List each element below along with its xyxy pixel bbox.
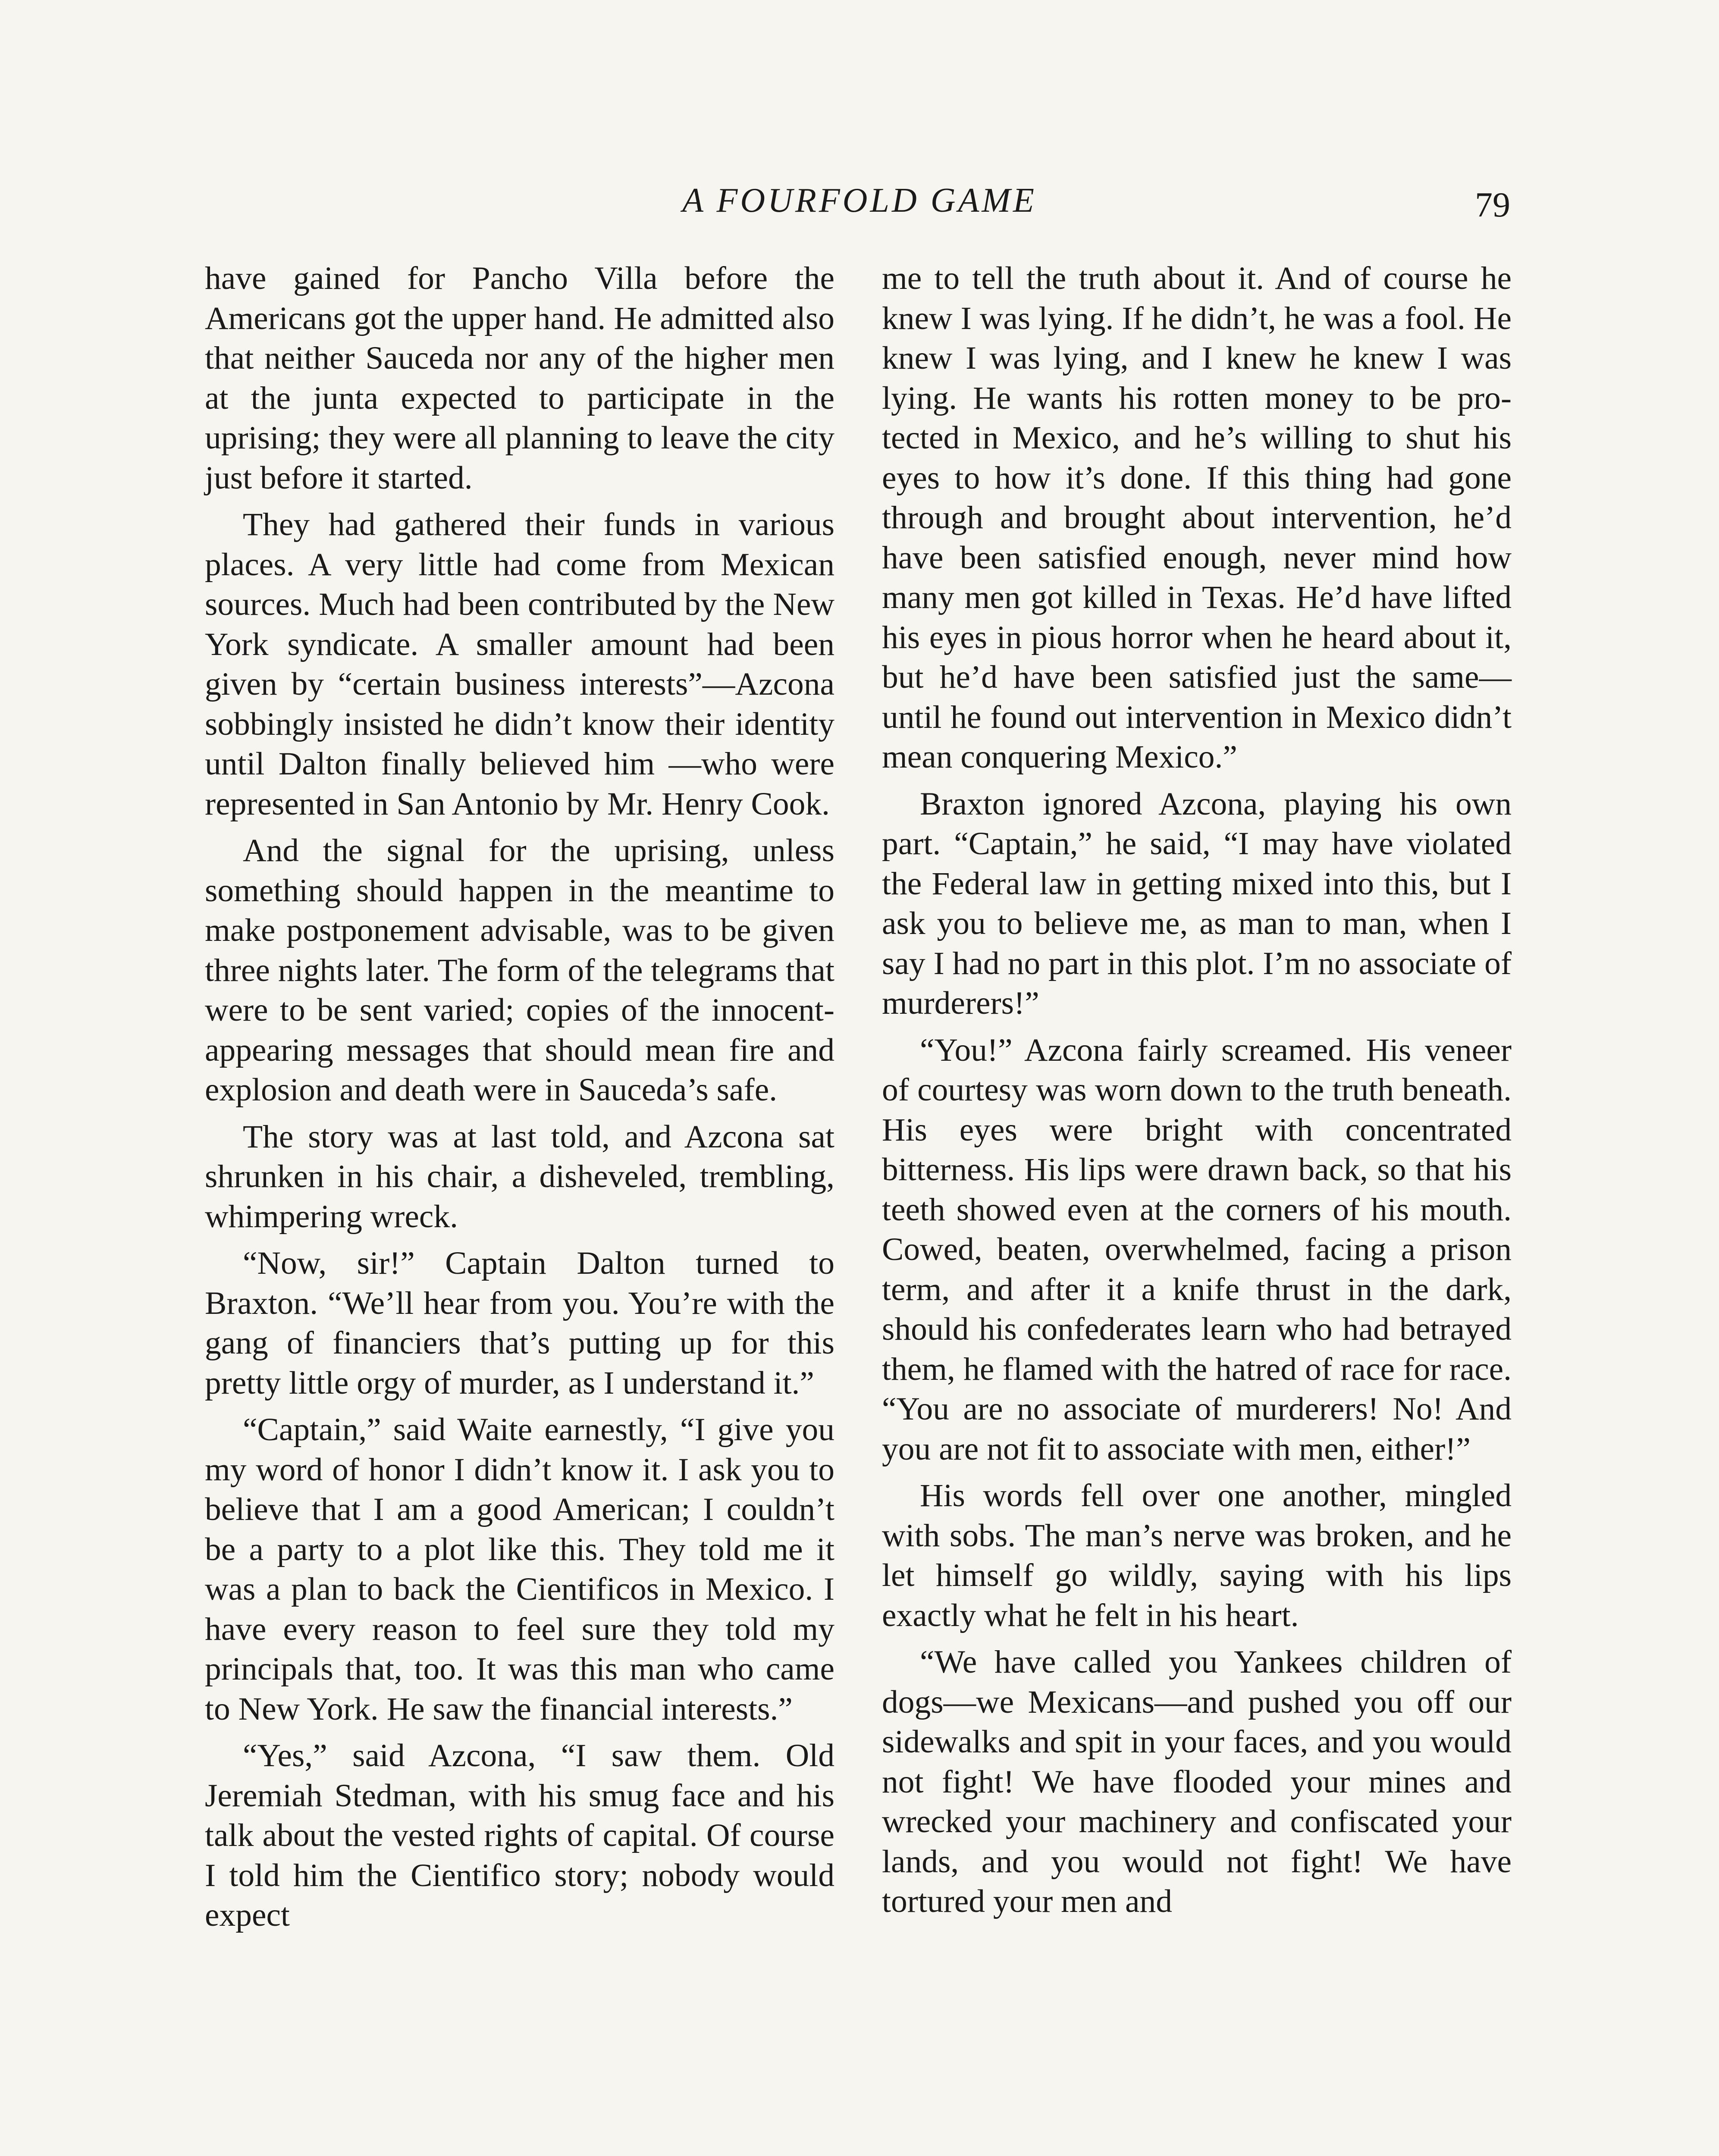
paragraph: “Yes,” said Azcona, “I saw them. Old Jeremiah Stedman, with his smug face and his talk about the vested rights of capital. Of course I told him the Cientifico story; nobody would expect [205, 1738, 834, 1933]
right-column [882, 259, 1512, 1929]
paragraph: They had gathered their funds in various places. A very little had come from Mexican sources. Much had been contributed by the New York syndicate. A smaller amount had been given by “certain business interests”—Azcona sobbingly insisted he didn’t know their identity until Dalton finally believed him —who were represented in San Antonio by Mr. Henry Cook. [205, 507, 834, 822]
left-column [205, 259, 834, 1943]
paragraph: have gained for Pancho Villa before the Americans got the upper hand. He admitted also that neither Sauceda nor any of the higher men at the junta expected to participate in the uprising; they were all planning to leave the city just before it started. [205, 260, 834, 496]
paragraph: And the signal for the uprising, unless something should happen in the meantime to make postponement advisable, was to be given three nights later. The form of the telegrams that were to be sent varied; copies of the innocent-appearing messages that should mean fire and explosion and death were in Sauceda’s safe. [205, 833, 834, 1108]
paragraph: “You!” Azcona fairly screamed. His veneer of courtesy was worn down to the truth beneath. His eyes were bright with concentrated bitterness. His lips were drawn back, so that his teeth showed even at the corners of his mouth. Cowed, beaten, overwhelmed, facing a prison term, and after it a knife thrust in the dark, should his confederates learn who had betrayed them, he flamed with the hatred of race for race. “You are no associate of murderers! No! And you are not fit to associate with men, either!” [882, 1032, 1512, 1467]
paragraph: me to tell the truth about it. And of course he knew I was lying. If he didn’t, he was a fool. He knew I was lying, and I knew he knew I was lying. He wants his rotten money to be protected in Mexico, and he’s willing to shut his eyes to how it’s done. If this thing had gone through and brought about intervention, he’d have been satisfied enough, never mind how many men got killed in Texas. He’d have lifted his eyes in pious horror when he heard about it, but he’d have been satisfied just the same—until he found out intervention in Mexico didn’t mean conquering Mexico.” [882, 260, 1512, 775]
paragraph: “Captain,” said Waite earnestly, “I give you my word of honor I didn’t know it. I ask you to believe that I am a good American; I couldn’t be a party to a plot like this. They told me it was a plan to back the Cientificos in Mexico. I have every reason to feel sure they told my principals that, too. It was this man who came to New York. He saw the financial interests.” [205, 1412, 834, 1727]
paragraph: Braxton ignored Azcona, playing his own part. “Captain,” he said, “I may have violated the Federal law in getting mixed into this, but I ask you to believe me, as man to man, when I say I had no part in this plot. I’m no associate of murderers!” [882, 786, 1512, 1021]
paragraph: His words fell over one another, mingled with sobs. The man’s nerve was broken, and he let himself go wildly, saying with his lips exactly what he felt in his heart. [882, 1478, 1512, 1633]
running-title: A FOURFOLD GAME [682, 182, 1037, 219]
paragraph: The story was at last told, and Azcona sat shrunken in his chair, a disheveled, trembling, whimpering wreck. [205, 1119, 834, 1235]
page-number: 79 [1475, 185, 1510, 224]
paragraph: “We have called you Yankees children of dogs—we Mexicans—and pushed you off our sidewalks and spit in your faces, and you would not fight! We have flooded your mines and wrecked your machinery and confiscated your lands, and you would not fight! We have tortured your men and [882, 1644, 1512, 1919]
paragraph: “Now, sir!” Captain Dalton turned to Braxton. “We’ll hear from you. You’re with the gang of financiers that’s putting up for this pretty little orgy of murder, as I understand it.” [205, 1245, 834, 1401]
